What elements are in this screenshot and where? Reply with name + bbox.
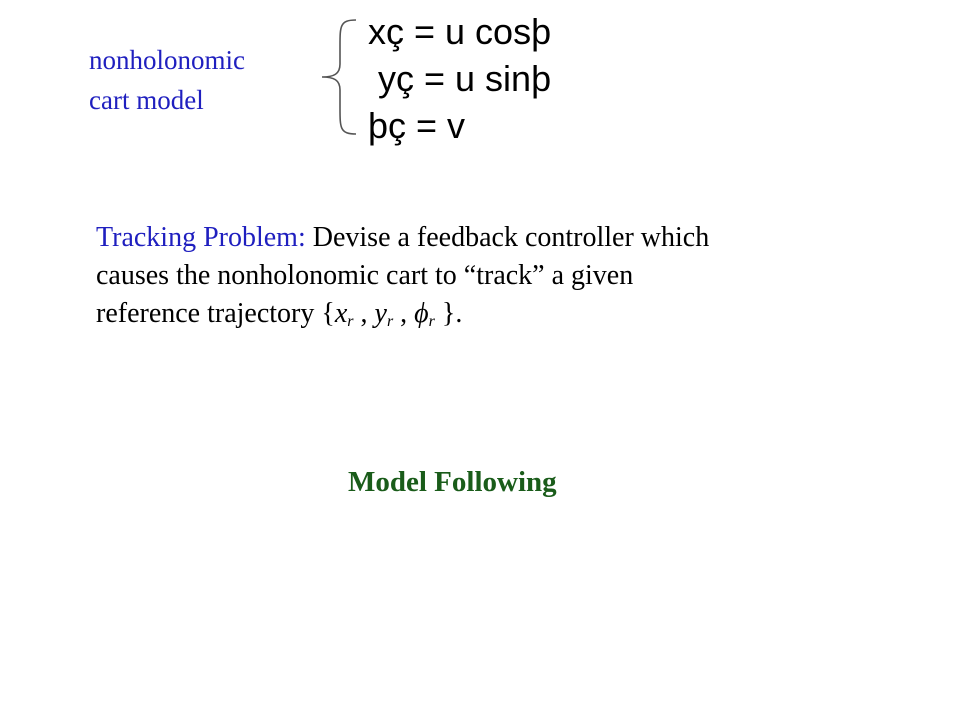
sub-r-x: r <box>347 313 354 330</box>
tracking-line-1-text: Devise a feedback controller which <box>305 222 710 253</box>
sub-r-y: r <box>386 313 394 330</box>
equation-phi-dot: þç = v <box>368 105 466 146</box>
equation-y-dot: yç = u sinþ <box>368 58 552 99</box>
var-phi: ϕ <box>414 298 429 329</box>
tracking-line-1 <box>96 219 856 257</box>
model-label <box>89 40 245 120</box>
left-brace-icon <box>318 18 358 136</box>
var-y: y <box>374 298 387 329</box>
model-label-line2: cart model <box>89 85 204 115</box>
model-label-line1: nonholonomic <box>89 45 245 75</box>
trajectory-suffix: }. <box>434 298 463 329</box>
section-title: Model Following <box>348 466 557 498</box>
separator-2: , <box>393 298 415 329</box>
tracking-line-3 <box>96 295 856 341</box>
tracking-line-2: causes the nonholonomic cart to “track” a given <box>96 260 634 291</box>
equation-x-dot: xç = u cosþ <box>368 11 552 52</box>
tracking-heading: Tracking Problem: <box>96 222 306 253</box>
trajectory-prefix: reference trajectory { <box>96 298 335 329</box>
tracking-problem <box>96 219 856 341</box>
separator-1: , <box>353 298 375 329</box>
sub-r-phi: r <box>428 313 435 330</box>
var-x: x <box>334 298 348 329</box>
